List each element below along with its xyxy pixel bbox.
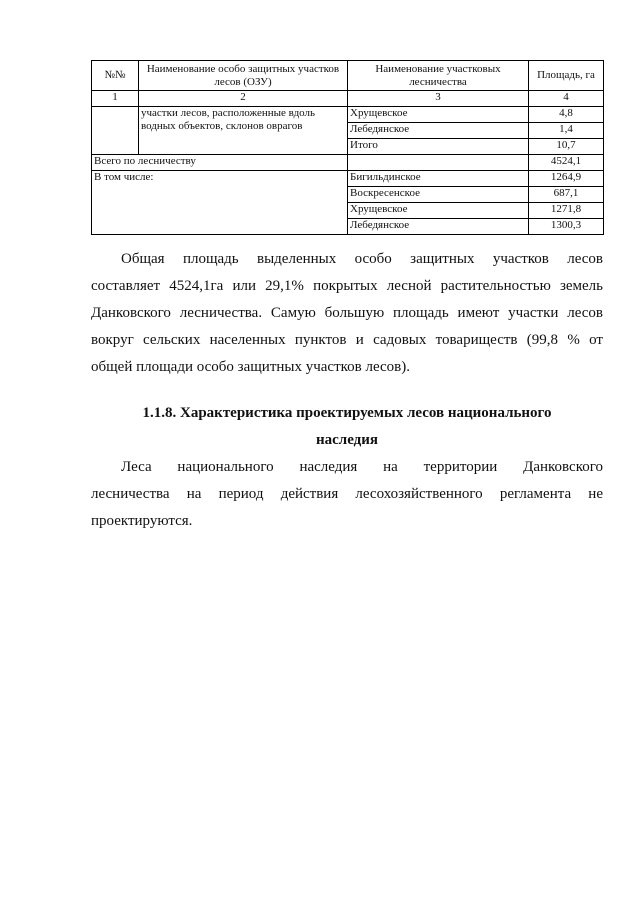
index-cell: 1 (92, 91, 139, 107)
section-heading-line: наследия (315, 432, 379, 448)
header-area: Площадь, га (529, 61, 604, 91)
forestry-name: Лебедянское (348, 219, 529, 235)
table-header-row (92, 61, 604, 91)
index-cell: 3 (348, 91, 529, 107)
including-label: В том числе: (92, 171, 348, 235)
paragraph-line: Данковского лесничества. Самую большую площадь имеют участки лесов (91, 305, 603, 321)
forestry-name: Итого (348, 139, 529, 155)
forestry-area: 1264,9 (529, 171, 604, 187)
table-total-row (92, 155, 604, 171)
forestry-name: Бигильдинское (348, 171, 529, 187)
paragraph-line: проектируются. (91, 513, 193, 529)
paragraph-line: лесничества на период действия лесохозяйственного регламента не (91, 486, 603, 502)
forestry-area: 1300,3 (529, 219, 604, 235)
index-cell: 2 (139, 91, 348, 107)
index-cell: 4 (529, 91, 604, 107)
ozu-table (91, 60, 604, 235)
paragraph-line: составляет 4524,1га или 29,1% покрытых лесной растительностью земель (91, 278, 603, 294)
forestry-name: Лебедянское (348, 123, 529, 139)
header-forestry-name: Наименование участковых лесничества (348, 61, 529, 91)
table-row (92, 171, 604, 187)
forestry-area: 4,8 (529, 107, 604, 123)
section-heading (91, 400, 603, 454)
forestry-area: 10,7 (529, 139, 604, 155)
forestry-name: Воскресенское (348, 187, 529, 203)
group-ozu-name: участки лесов, расположенные вдоль водных объектов, склонов оврагов (139, 107, 348, 155)
paragraph-line: Леса национального наследия на территории Данковского (91, 459, 603, 475)
section-heading-line: 1.1.8. Характеристика проектируемых лесов национального (142, 405, 552, 421)
forestry-area: 687,1 (529, 187, 604, 203)
forestry-area: 1,4 (529, 123, 604, 139)
total-area: 4524,1 (529, 155, 604, 171)
paragraph-line: общей площади особо защитных участков лесов). (91, 359, 411, 375)
paragraph-line: Общая площадь выделенных особо защитных участков лесов (91, 251, 603, 267)
forestry-name: Хрущевское (348, 107, 529, 123)
forestry-name: Хрущевское (348, 203, 529, 219)
table-row (92, 107, 604, 123)
total-label: Всего по лесничеству (92, 155, 348, 171)
header-ozu-name: Наименование особо защитных участков лесов (ОЗУ) (139, 61, 348, 91)
group-num-cell (92, 107, 139, 155)
total-empty-cell (348, 155, 529, 171)
header-num: №№ (92, 61, 139, 91)
table-index-row (92, 91, 604, 107)
forestry-area: 1271,8 (529, 203, 604, 219)
paragraph-line: вокруг сельских населенных пунктов и садовых товариществ (99,8 % от (91, 332, 603, 348)
